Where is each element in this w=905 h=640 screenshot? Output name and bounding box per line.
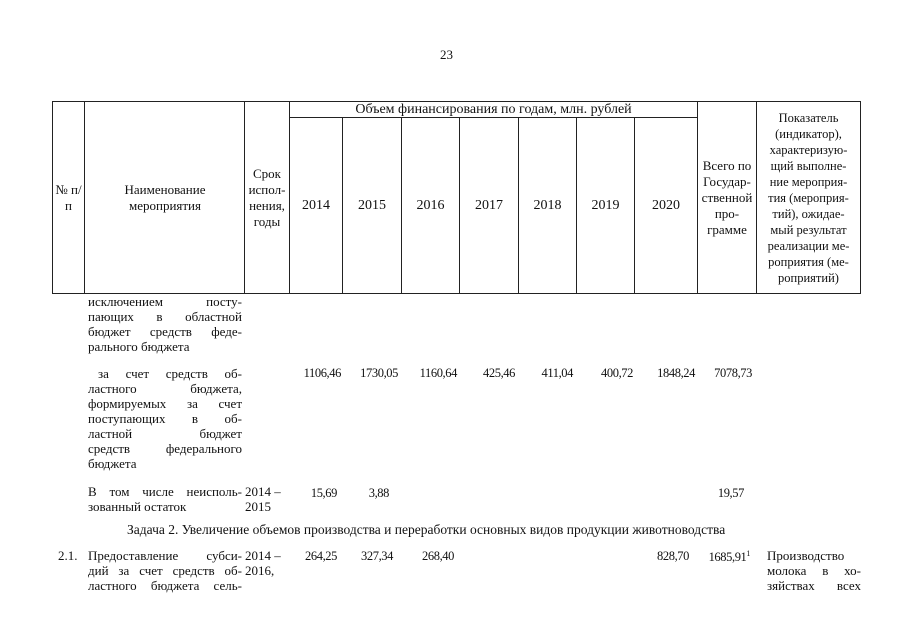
header-year-2019: 2019: [591, 197, 620, 213]
row-subsidy-indicator: Производство молока в хо- зяйствах всех: [767, 548, 861, 593]
header-col-term: Срок испол-нения, годы: [248, 165, 286, 229]
header-col-total: Всего по Государ- ственной про- грамме: [701, 157, 753, 237]
row-subsidy-text: Предоставление субси- дий за счет средств об- ластного бюджета сель-: [88, 548, 242, 593]
row-unused-balance-term: 2014 – 2015: [245, 484, 281, 514]
task-heading: Задача 2. Увеличение объемов производства и переработки основных видов продукции животноводства: [127, 522, 726, 537]
header-year-2020: 2020: [652, 197, 680, 213]
header-year-2016: 2016: [416, 197, 445, 213]
footnote-marker: 1: [746, 549, 750, 558]
page-number: 23: [440, 47, 453, 62]
row-subsidy-term: 2014 – 2016,: [245, 548, 281, 578]
row-continuation-text: исключением посту- пающих в областной бюджет средств феде- рального бюджета: [88, 294, 242, 354]
header-col-indicator: Показатель (индикатор), характеризую- щий выполне- ние мероприя- тия (мероприя- тий), ожидае- мый результат реализации ме- роприятия (ме- роприятий): [767, 110, 850, 285]
header-year-2017: 2017: [475, 197, 503, 213]
row-number: 2.1.: [58, 548, 78, 563]
header-funding-group: Объем финансирования по годам, млн. рублей: [355, 101, 632, 117]
header-col-name: Наименование мероприятия: [124, 181, 206, 213]
row-regional-budget-text: за счет средств об- ластного бюджета, формируемых за счет поступающих в об- ластной бюджет средств федерального бюджета: [88, 366, 242, 471]
header-year-2014: 2014: [302, 197, 330, 213]
header-year-2018: 2018: [533, 197, 562, 213]
header-col-number: № п/п: [55, 181, 82, 213]
row-unused-balance-text: В том числе неисполь- зованный остаток: [88, 484, 242, 514]
header-year-2015: 2015: [358, 197, 386, 213]
